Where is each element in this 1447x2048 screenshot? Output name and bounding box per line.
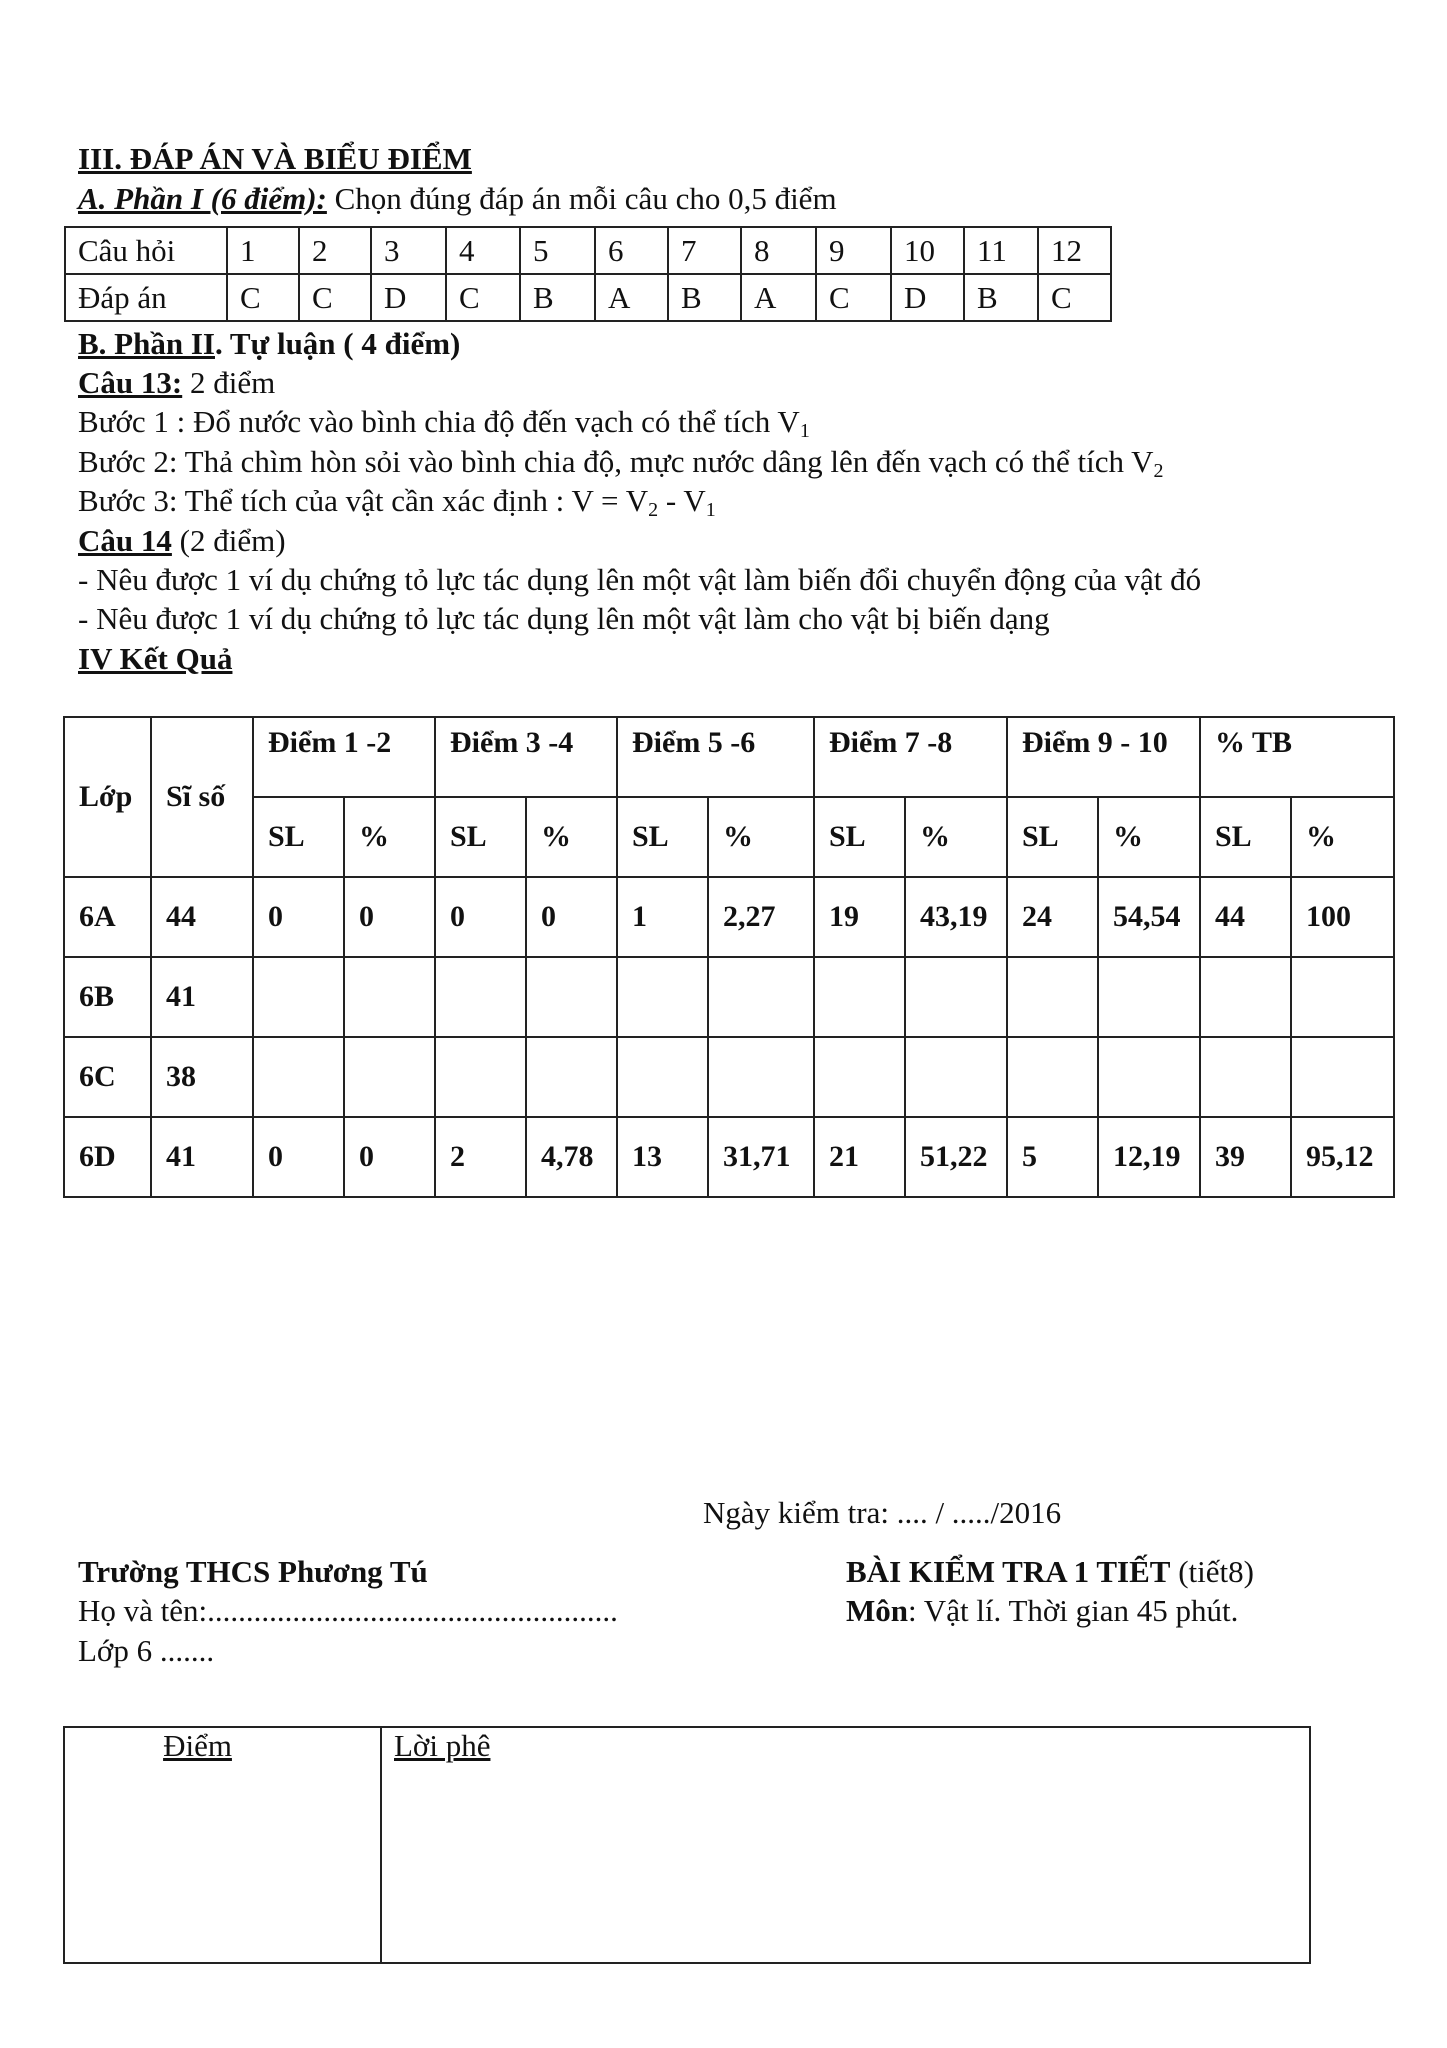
answer-cell: B <box>520 274 595 321</box>
value-cell <box>905 957 1007 1037</box>
answer-row <box>65 274 1111 321</box>
q14-label: Câu 14 <box>78 523 172 558</box>
exam-subject <box>846 1592 1238 1630</box>
step3-text-rest: - V <box>658 483 706 518</box>
value-cell <box>1098 957 1200 1037</box>
value-cell: 31,71 <box>708 1117 814 1197</box>
value-cell <box>344 957 435 1037</box>
header-group: Điểm 3 -4 <box>435 717 617 797</box>
part2-label: B. Phần II <box>78 326 215 361</box>
value-cell: 44 <box>1200 877 1291 957</box>
class-cell: 6B <box>64 957 151 1037</box>
question-cell: 10 <box>891 227 964 274</box>
results-row <box>64 1037 1394 1117</box>
question-cell: 9 <box>816 227 891 274</box>
class-cell: 6D <box>64 1117 151 1197</box>
header-group: Điểm 9 - 10 <box>1007 717 1200 797</box>
subscript: 1 <box>705 499 716 521</box>
value-cell: 0 <box>344 1117 435 1197</box>
answer-cell: B <box>668 274 741 321</box>
results-row <box>64 957 1394 1037</box>
class-line: Lớp 6 ....... <box>78 1633 215 1668</box>
value-cell <box>253 957 344 1037</box>
value-cell: 21 <box>814 1117 905 1197</box>
value-cell <box>814 957 905 1037</box>
value-cell: 0 <box>526 877 617 957</box>
size-cell: 41 <box>151 1117 253 1197</box>
header-pct: % <box>526 797 617 877</box>
value-cell: 2,27 <box>708 877 814 957</box>
value-cell: 19 <box>814 877 905 957</box>
value-cell: 54,54 <box>1098 877 1200 957</box>
answer-key-table <box>64 226 1112 322</box>
question-cell: 8 <box>741 227 816 274</box>
answer-cell: D <box>371 274 446 321</box>
value-cell: 24 <box>1007 877 1098 957</box>
value-cell <box>253 1037 344 1117</box>
value-cell: 0 <box>344 877 435 957</box>
header-group: Điểm 7 -8 <box>814 717 1007 797</box>
value-cell: 0 <box>253 1117 344 1197</box>
results-header-row-1 <box>64 717 1394 797</box>
q13-heading <box>78 364 275 402</box>
value-cell: 0 <box>435 877 526 957</box>
value-cell <box>905 1037 1007 1117</box>
value-cell: 0 <box>253 877 344 957</box>
header-group: Điểm 5 -6 <box>617 717 814 797</box>
subscript: 2 <box>648 499 659 521</box>
school-name: Trường THCS Phương Tú <box>78 1554 428 1589</box>
value-cell: 95,12 <box>1291 1117 1394 1197</box>
comment-label: Lời phê <box>394 1728 491 1763</box>
results-row <box>64 877 1394 957</box>
score-label: Điểm <box>163 1728 232 1763</box>
exam-title <box>846 1553 1254 1591</box>
question-cell: 3 <box>371 227 446 274</box>
question-cell: 2 <box>299 227 371 274</box>
part1-heading <box>78 180 837 218</box>
results-body <box>64 877 1394 1197</box>
header-pct: % <box>1098 797 1200 877</box>
comment-cell <box>381 1727 1310 1963</box>
answer-cell: C <box>299 274 371 321</box>
header-pct: % <box>708 797 814 877</box>
value-cell <box>708 1037 814 1117</box>
value-cell <box>814 1037 905 1117</box>
header-pct: % <box>1291 797 1394 877</box>
subject-label: Môn <box>846 1593 908 1628</box>
header-lop: Lớp <box>64 717 151 877</box>
score-cell <box>64 1727 381 1963</box>
part2-heading <box>78 325 460 363</box>
q14-bullet-1: - Nêu được 1 ví dụ chứng tỏ lực tác dụng lên một vật làm biến đổi chuyển động của vật đó <box>78 562 1202 597</box>
header-siso: Sĩ số <box>151 717 253 877</box>
class-cell: 6A <box>64 877 151 957</box>
answer-cell: D <box>891 274 964 321</box>
q14-heading <box>78 522 286 560</box>
value-cell <box>708 957 814 1037</box>
value-cell: 4,78 <box>526 1117 617 1197</box>
header-pct: % <box>344 797 435 877</box>
subject-info: : Vật lí. Thời gian 45 phút. <box>908 1593 1239 1628</box>
q13-points: 2 điểm <box>182 365 276 400</box>
header-sl: SL <box>253 797 344 877</box>
grade-box <box>63 1726 1311 1964</box>
question-cell: 11 <box>964 227 1038 274</box>
student-name-line: Họ và tên:..................................................... <box>78 1593 618 1628</box>
part1-description: Chọn đúng đáp án mỗi câu cho 0,5 điểm <box>326 181 837 216</box>
subscript: 1 <box>799 420 810 442</box>
size-cell: 38 <box>151 1037 253 1117</box>
value-cell: 12,19 <box>1098 1117 1200 1197</box>
size-cell: 44 <box>151 877 253 957</box>
answer-cell: C <box>227 274 299 321</box>
question-cell: 1 <box>227 227 299 274</box>
header-sl: SL <box>814 797 905 877</box>
value-cell <box>435 1037 526 1117</box>
header-sl: SL <box>617 797 708 877</box>
value-cell <box>1200 957 1291 1037</box>
value-cell <box>1200 1037 1291 1117</box>
question-cell: 4 <box>446 227 520 274</box>
step1-text: Bước 1 : Đổ nước vào bình chia độ đến vạch có thể tích V <box>78 404 800 439</box>
part1-label: A. Phần I (6 điểm): <box>78 181 327 216</box>
answer-cell: A <box>595 274 668 321</box>
value-cell: 51,22 <box>905 1117 1007 1197</box>
part2-label-rest: . Tự luận ( 4 điểm) <box>214 326 461 361</box>
value-cell: 13 <box>617 1117 708 1197</box>
value-cell <box>1291 1037 1394 1117</box>
class-cell: 6C <box>64 1037 151 1117</box>
value-cell <box>1098 1037 1200 1117</box>
value-cell <box>526 1037 617 1117</box>
value-cell <box>1291 957 1394 1037</box>
value-cell: 43,19 <box>905 877 1007 957</box>
section-title: III. ĐÁP ÁN VÀ BIỂU ĐIỂM <box>78 141 472 176</box>
value-cell: 39 <box>1200 1117 1291 1197</box>
value-cell: 100 <box>1291 877 1394 957</box>
header-sl: SL <box>1007 797 1098 877</box>
value-cell: 5 <box>1007 1117 1098 1197</box>
header-group: % TB <box>1200 717 1394 797</box>
question-cell: 12 <box>1038 227 1111 274</box>
results-title: IV Kết Quả <box>78 641 233 676</box>
value-cell <box>617 1037 708 1117</box>
question-cell: 7 <box>668 227 741 274</box>
value-cell <box>617 957 708 1037</box>
header-sl: SL <box>435 797 526 877</box>
q14-points: (2 điểm) <box>171 523 286 558</box>
value-cell <box>1007 1037 1098 1117</box>
header-group: Điểm 1 -2 <box>253 717 435 797</box>
value-cell <box>1007 957 1098 1037</box>
value-cell: 1 <box>617 877 708 957</box>
header-sl: SL <box>1200 797 1291 877</box>
answer-cell: C <box>446 274 520 321</box>
size-cell: 41 <box>151 957 253 1037</box>
value-cell: 2 <box>435 1117 526 1197</box>
answer-cell: C <box>1038 274 1111 321</box>
answer-cell: C <box>816 274 891 321</box>
results-header-row-2 <box>64 797 1394 877</box>
exam-period: (tiết8) <box>1170 1554 1254 1589</box>
exam-title-main: BÀI KIỂM TRA 1 TIẾT <box>846 1554 1171 1589</box>
question-row <box>65 227 1111 274</box>
header-pct: % <box>905 797 1007 877</box>
row-label-questions: Câu hỏi <box>65 227 227 274</box>
value-cell <box>526 957 617 1037</box>
results-table <box>63 716 1395 1198</box>
value-cell <box>435 957 526 1037</box>
exam-date: Ngày kiểm tra: .... / ...../2016 <box>703 1495 1062 1530</box>
subscript: 2 <box>1153 460 1164 482</box>
value-cell <box>344 1037 435 1117</box>
question-cell: 5 <box>520 227 595 274</box>
q14-bullet-2: - Nêu được 1 ví dụ chứng tỏ lực tác dụng lên một vật làm cho vật bị biến dạng <box>78 601 1050 636</box>
results-row <box>64 1117 1394 1197</box>
q13-label: Câu 13: <box>78 365 183 400</box>
row-label-answers: Đáp án <box>65 274 227 321</box>
answer-cell: A <box>741 274 816 321</box>
step3-text: Bước 3: Thể tích của vật cần xác định : V = V <box>78 483 649 518</box>
answer-cell: B <box>964 274 1038 321</box>
question-cell: 6 <box>595 227 668 274</box>
step2-text: Bước 2: Thả chìm hòn sỏi vào bình chia độ, mực nước dâng lên đến vạch có thể tích V <box>78 444 1154 479</box>
